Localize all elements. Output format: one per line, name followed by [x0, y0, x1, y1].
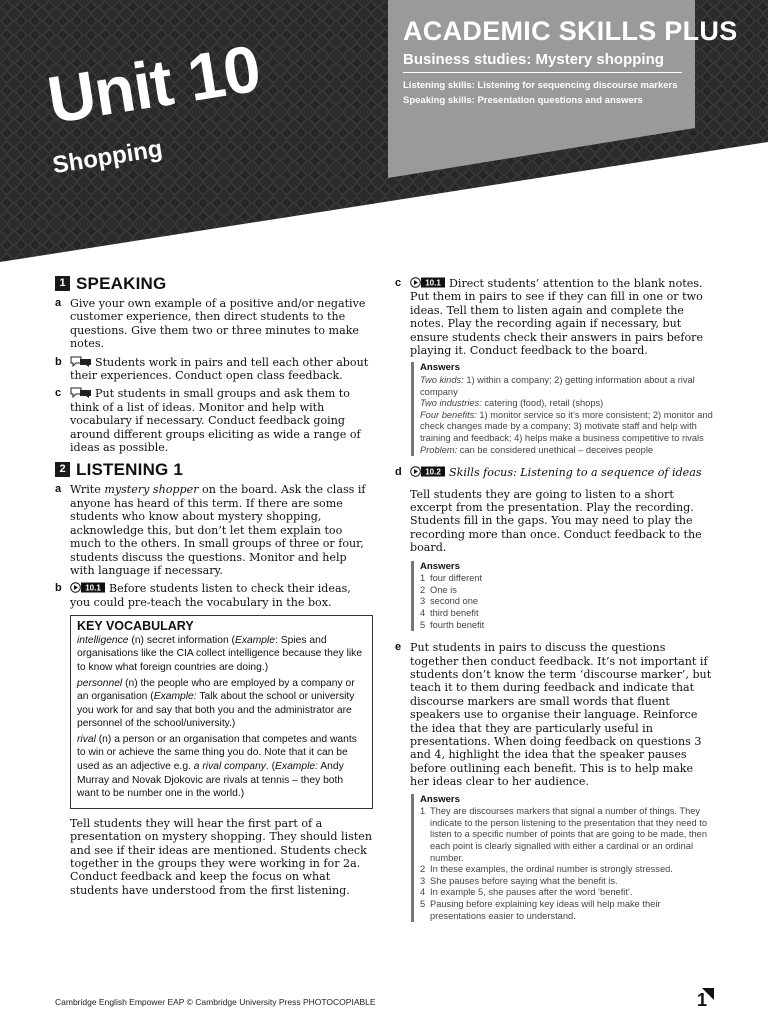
item-letter: b — [55, 355, 62, 368]
unit-banner — [0, 0, 768, 270]
unit-subtitle: Shopping — [50, 135, 165, 180]
svg-text:10.2: 10.2 — [425, 467, 441, 477]
item-text: Give your own example of a positive and/or negative customer experience, then direct students to the questions. Give them two or three minutes to make notes. — [70, 297, 366, 351]
groupwork-speech-icon — [70, 387, 92, 398]
term-mystery-shopper: mystery shopper — [104, 483, 199, 497]
item-letter: c — [395, 277, 402, 289]
listening-skills-text: Listening skills: Listening for sequencing discourse markers — [403, 80, 678, 91]
section-title: SPEAKING — [76, 273, 167, 293]
answers-box-d — [411, 561, 713, 632]
answer-item: 1 They are discourses markers that signal a number of things. They indicate to the person listening to the presentation that they need to listen to a specific number of points that are going to be made, then each point is clearly signalled with either a cardinal or an ordinal number. — [420, 806, 708, 863]
answer-item: 2 In these examples, the ordinal number is strongly stressed. — [420, 864, 673, 875]
section-number: 2 — [55, 462, 70, 477]
vocab-entry-rival: rival (n) a person or an organisation that competes and wants to win or achieve the same thing you do. Note that it can be used as an adjective e.g. a rival company. (Example: Andy Murray and Novak Djokovic are rivals at tennis – they both want to be number one in the world.) — [77, 733, 357, 800]
listening-item-a: a Write mystery shopper on the board. Ask the class if anyone has heard of this term. If there are some students who know about mystery shopping, acknowledge this, but don’t let them explain too much to the others. In small groups of three or four, students discuss the questions. Monitor and help with language if necessary. — [55, 483, 366, 577]
answer-two-industries: Two industries: catering (food), retail (shops) — [420, 398, 604, 409]
answer-item: 5 Pausing before explaining key ideas will help make their presentations easier to understand. — [420, 899, 661, 921]
speaking-item-a — [55, 297, 373, 351]
answers-heading: Answers — [420, 362, 460, 374]
audio-track-icon[interactable] — [410, 466, 446, 477]
answer-item: 2 One is — [420, 584, 457, 595]
answer-item: 4 In example 5, she pauses after the word ‘benefit’. — [420, 887, 633, 898]
topic-rule — [403, 72, 682, 73]
unit-title: Unit 10 — [42, 30, 265, 138]
item-letter: b — [55, 582, 62, 595]
listening-item-d — [395, 466, 713, 479]
speaking-item-c — [55, 387, 373, 454]
answer-item: 3 second one — [420, 596, 479, 607]
answers-heading: Answers — [420, 793, 460, 805]
svg-text:10.1: 10.1 — [425, 278, 441, 288]
vocab-title: KEY VOCABULARY — [77, 619, 194, 634]
series-title: ACADEMIC SKILLS PLUS — [403, 16, 738, 46]
page-number: 1 — [697, 990, 708, 1010]
item-letter: c — [55, 387, 62, 400]
answer-two-kinds: Two kinds: 1) within a company; 2) getting information about a rival company — [420, 375, 695, 397]
answer-item: 3 She pauses before saying what the benefit is. — [420, 875, 618, 886]
answer-item: 5 fourth benefit — [420, 619, 485, 630]
item-text: Put students in small groups and ask them to think of a list of ideas. Monitor and help with vocabulary if necessary. Conduct feedback going around different groups eliciting as wide a range of ideas as possible. — [70, 387, 361, 455]
section-speaking-heading — [55, 273, 373, 293]
item-text: Students work in pairs and tell each other about their experiences. Conduct open class feedback. — [70, 355, 369, 383]
section-title: LISTENING 1 — [76, 460, 184, 480]
answers-heading: Answers — [420, 560, 460, 572]
item-text: Before students listen to check their ideas, you could pre-teach the vocabulary in the box. — [70, 582, 351, 609]
item-text: Direct students’ attention to the blank notes. Put them in pairs to see if they can fill in one or two ideas. Tell them to listen again and complete the notes. Play the recording again if necessary, but ensure students check their answers in pairs before playing it. Conduct feedback to the board. — [410, 277, 704, 358]
answers-box-e — [411, 794, 713, 923]
right-column — [395, 272, 713, 932]
skills-box — [388, 0, 738, 178]
vocab-entry-personnel: personnel (n) the people who are employed by a company or an organisation (Example: Talk about the school or university you work for and say that both you and the administrator are personnel of the school/university.) — [77, 677, 355, 730]
item-letter: a — [55, 483, 62, 496]
item-letter: a — [55, 297, 62, 309]
left-column — [55, 272, 373, 903]
listening-b-followup: Tell students they will hear the first part of a presentation on mystery shopping. They should listen and see if their ideas are mentioned. Students check together in the groups they were working in for 2a. Conduct feedback and keep the focus on what students have understood from the first listening. — [70, 816, 373, 897]
answer-four-benefits: Four benefits: 1) monitor service so it’s more consistent; 2) monitor and check changes made by a company; 3) motivate staff and help with training and feedback; 4) helps make a business competitive to rivals — [420, 409, 713, 443]
answers-list — [420, 806, 713, 922]
listening-item-e — [395, 641, 713, 788]
item-letter: d — [395, 466, 402, 479]
skills-focus-title: Skills focus: Listening to a sequence of ideas — [449, 466, 702, 480]
answer-item: 4 third benefit — [420, 608, 479, 618]
answers-list — [420, 573, 713, 631]
vocab-entry-intelligence: intelligence (n) secret information (Example: Spies and organisations like the CIA collect intelligence because they like to know what foreign countries are doing.) — [77, 634, 363, 673]
listening-item-b — [55, 582, 373, 609]
speaking-skills-text: Speaking skills: Presentation questions and answers — [403, 95, 643, 106]
section-number: 1 — [55, 276, 70, 291]
answer-item: 1 four different — [420, 573, 483, 584]
audio-track-icon[interactable] — [70, 582, 106, 593]
copyright-footer: Cambridge English Empower EAP © Cambridge University Press PHOTOCOPIABLE — [55, 997, 376, 1007]
topic-title: Business studies: Mystery shopping — [403, 51, 664, 68]
section-listening-heading — [55, 460, 373, 480]
pairwork-speech-icon — [70, 356, 92, 367]
corner-mark-icon — [702, 988, 714, 1000]
answers-box-c — [411, 362, 713, 456]
listening-item-c — [395, 277, 713, 357]
audio-track-icon[interactable] — [410, 277, 446, 288]
answer-problem: Problem: can be considered unethical – deceives people — [420, 444, 654, 455]
item-letter: e — [395, 641, 402, 654]
listening-d-text: Tell students they are going to listen to a short excerpt from the presentation. Play the recording. Students fill in the gaps. You may need to play the recording more than once. Conduct feedback to the board. — [410, 487, 702, 555]
key-vocabulary-box — [70, 615, 373, 809]
speaking-item-b — [55, 356, 373, 383]
item-text: Put students in pairs to discuss the questions together then conduct feedback. It’s not important if students don’t know the term ‘discourse marker’, but teach it to them during feedback and indicate that discourse markers are small words that fluent speakers use to organise their language. Reinforce the idea that they are particularly useful in presentations. When doing feedback on questions 3 and 4, highlight the idea that the speaker pauses before outlining each benefit. This is to help make her ideas clear to her audience. — [410, 641, 712, 789]
svg-text:10.1: 10.1 — [85, 583, 101, 593]
